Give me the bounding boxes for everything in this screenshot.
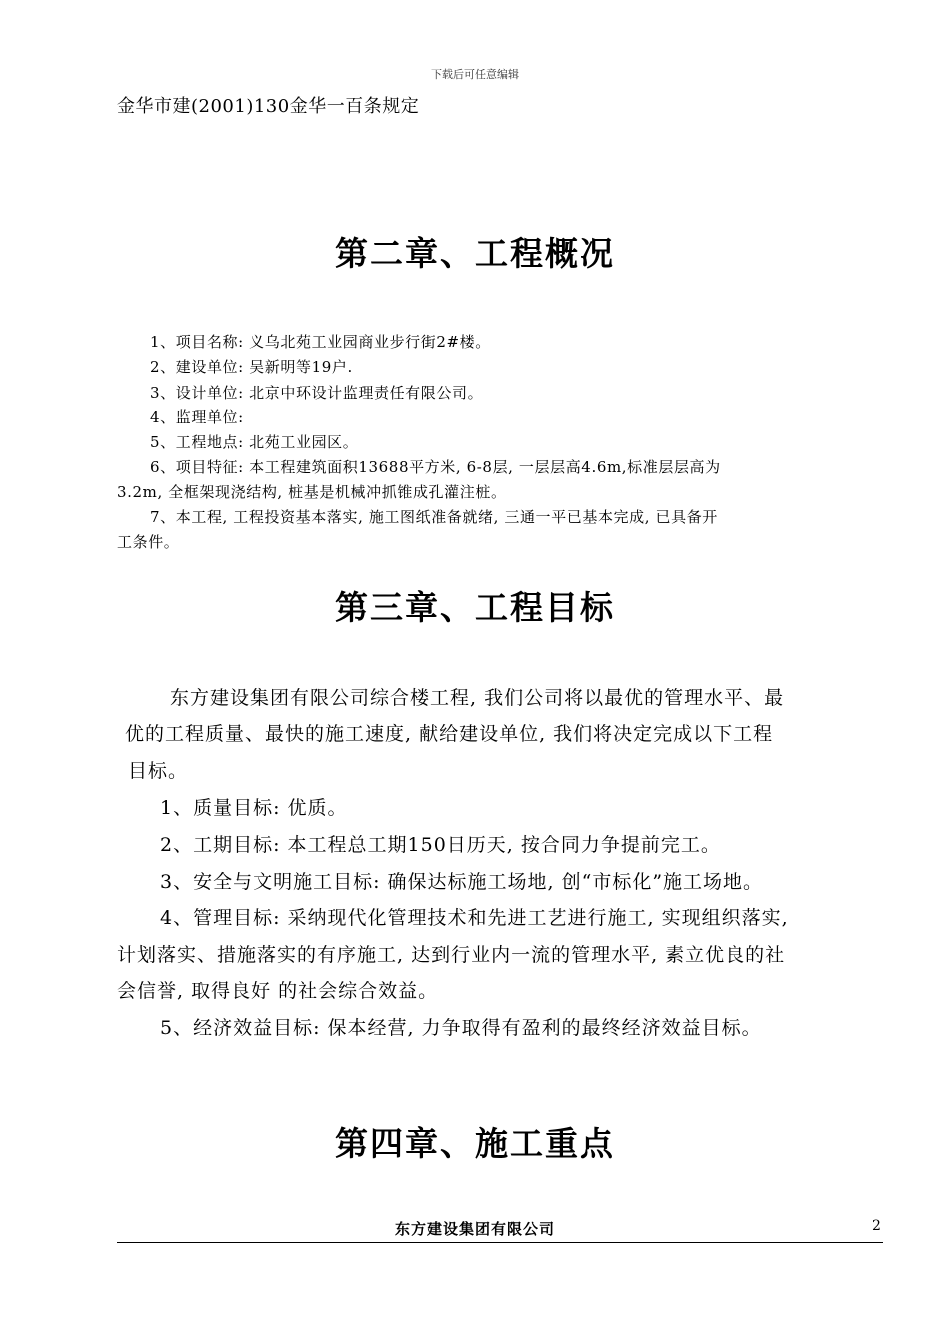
goal-item-continued: 计划落实、措施落实的有序施工, 达到行业内一流的管理水平, 素立优良的社 (117, 944, 786, 966)
project-item-continued: 工条件。 (117, 533, 180, 551)
goal-item: 2、工期目标: 本工程总工期150日历天, 按合同力争提前完工。 (160, 834, 721, 856)
project-item: 4、监理单位: (150, 408, 244, 426)
intro-paragraph-line: 优的工程质量、最快的施工速度, 献给建设单位, 我们将决定完成以下工程 (125, 723, 774, 745)
goal-item: 5、经济效益目标: 保本经营, 力争取得有盈利的最终经济效益目标。 (160, 1017, 762, 1039)
footer-company: 东方建设集团有限公司 (394, 1220, 555, 1238)
project-item: 1、项目名称: 义乌北苑工业园商业步行街2#楼。 (150, 333, 491, 351)
project-item: 6、项目特征: 本工程建筑面积13688平方米, 6-8层, 一层层高4.6m,标准层层高为 (150, 458, 721, 476)
footer-divider (117, 1242, 883, 1243)
chapter-2-title: 第二章、工程概况 (335, 234, 615, 273)
intro-paragraph-line: 东方建设集团有限公司综合楼工程, 我们公司将以最优的管理水平、最 (170, 687, 785, 709)
goal-item: 4、管理目标: 采纳现代化管理技术和先进工艺进行施工, 实现组织落实, (160, 907, 789, 929)
project-item: 3、设计单位: 北京中环设计监理责任有限公司。 (150, 384, 484, 402)
goal-item-continued: 会信誉, 取得良好 的社会综合效益。 (117, 980, 439, 1002)
download-note: 下载后可任意编辑 (431, 68, 519, 81)
chapter-3-title: 第三章、工程目标 (335, 588, 615, 627)
goal-item: 3、安全与文明施工目标: 确保达标施工场地, 创“市标化”施工场地。 (160, 871, 764, 893)
project-item: 5、工程地点: 北苑工业园区。 (150, 433, 359, 451)
document-reference: 金华市建(2001)130金华一百条规定 (117, 96, 420, 117)
chapter-4-title: 第四章、施工重点 (335, 1124, 615, 1163)
goal-item: 1、质量目标: 优质。 (160, 797, 348, 819)
project-item-continued: 3.2m, 全框架现浇结构, 桩基是机械冲抓锥成孔灌注桩。 (117, 483, 507, 501)
project-item: 2、建设单位: 吴新明等19户. (150, 358, 353, 376)
intro-paragraph-line: 目标。 (128, 760, 189, 782)
page-number: 2 (872, 1218, 881, 1234)
project-item: 7、本工程, 工程投资基本落实, 施工图纸准备就绪, 三通一平已基本完成, 已具备开 (150, 508, 718, 526)
